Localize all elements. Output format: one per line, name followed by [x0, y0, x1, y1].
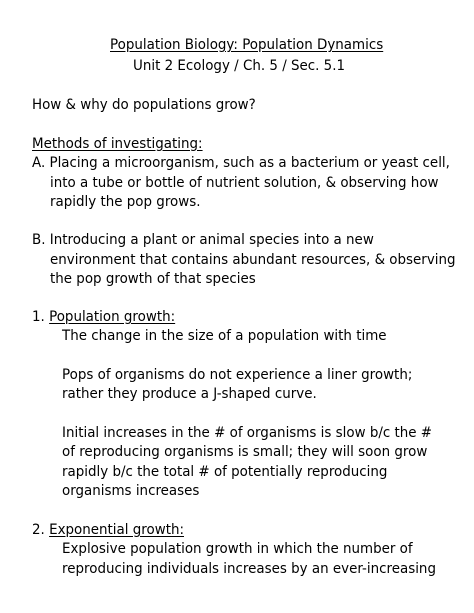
method-a-line: rapidly the pop grows. [50, 193, 201, 210]
section-1-paragraph-line: organisms increases [62, 482, 200, 499]
section-2-number: 2. [32, 521, 50, 538]
section-1-heading [32, 307, 175, 327]
section-2-heading [32, 520, 184, 540]
methods-heading: Methods of investigating: [32, 135, 203, 152]
section-1-paragraph-line: rather they produce a J-shaped curve. [62, 385, 317, 402]
section-2-title: Exponential growth: [49, 521, 185, 538]
method-b-line: the pop growth of that species [50, 270, 256, 287]
section-1-paragraph-line: Initial increases in the # of organisms is slow b/c the # [62, 424, 433, 441]
method-a-line: into a tube or bottle of nutrient solution, & observing how [50, 174, 439, 191]
section-2-line: Explosive population growth in which the number of [62, 540, 413, 557]
document-title: Population Biology: Population Dynamics [110, 36, 384, 53]
section-1-paragraph-line: rapidly b/c the total # of potentially reproducing [62, 463, 388, 480]
section-1-paragraph-line: Pops of organisms do not experience a liner growth; [62, 366, 413, 383]
method-a-line: A. Placing a microorganism, such as a bacterium or yeast cell, [32, 154, 450, 171]
section-1-number: 1. [32, 308, 50, 325]
guiding-question: How & why do populations grow? [32, 96, 256, 113]
method-b-line: environment that contains abundant resources, & observing [50, 251, 456, 268]
document-subtitle: Unit 2 Ecology / Ch. 5 / Sec. 5.1 [133, 57, 346, 74]
section-1-definition: The change in the size of a population with time [62, 327, 387, 344]
section-1-paragraph-line: of reproducing organisms is small; they will soon grow [62, 443, 428, 460]
method-b-line: B. Introducing a plant or animal species into a new [32, 231, 374, 248]
section-2-line: reproducing individuals increases by an ever-increasing [62, 560, 436, 577]
section-1-title: Population growth: [49, 308, 176, 325]
